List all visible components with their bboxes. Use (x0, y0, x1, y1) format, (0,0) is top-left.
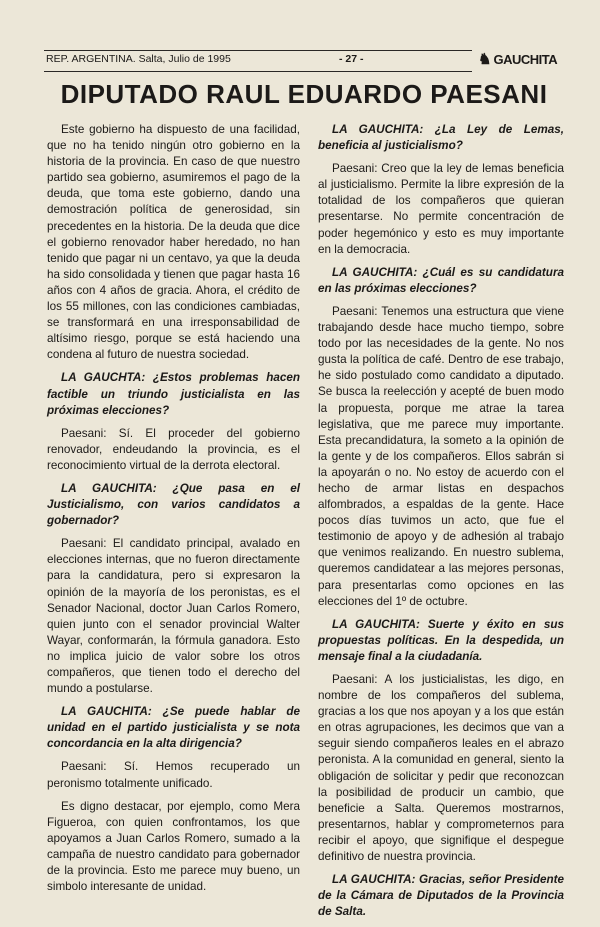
gauchita-logo (478, 50, 564, 68)
dateline: REP. ARGENTINA. Salta, Julio de 1995 (46, 53, 231, 65)
page-number: - 27 - (339, 53, 364, 65)
interview-answer: Paesani: Sí. El proceder del gobierno renovador, endeudando la provincia, es el reconocimiento virtual de la derrota electoral. (47, 426, 300, 472)
right-column (318, 122, 564, 927)
interview-question: LA GAUCHITA: ¿Cuál es su candidatura en las próximas elecciones? (318, 265, 564, 295)
interview-question: LA GAUCHITA: Suerte y éxito en sus propuestas políticas. En la despedida, un mensaje final a la ciudadanía. (318, 617, 564, 663)
interview-question: LA GAUCHITA: ¿Se puede hablar de unidad en el partido justicialista y se nota concordancia en la alta dirigencia? (47, 705, 300, 751)
interview-answer: Es digno destacar, por ejemplo, como Mera Figueroa, con quien confrontamos, los que apoyamos a Juan Carlos Romero, sumado a la campaña de nuestro candidato para gobernador de la provincia. Esto me parece muy bueno, un simbolo interesante de unidad. (47, 799, 300, 894)
interview-answer: Paesani: Tenemos una estructura que viene trabajando desde hace mucho tiempo, sobre todo por las necesidades de la gente. No nos gusta la política de café. Dentro de ese trabajo, he sido postulado como candidato a diputado. Se busca la reelección y acepté de buen modo la propuesta, porque me atrae la tarea legislativa, que me parece muy importante. Esta precandidatura, la someto a la opinión de la gente y de los compañeros. Ellos sabrán si la apoyarán o no. No estoy de acuerdo con el hecho de armar listas en despachos alfombrados, a espaldas de la gente. Hace pocos días tuvimos un acto, que fue el testimonio de apoyo y de adhesión al trabajo que venimos realizando. En nuestro sublema, queremos candidatear a las mejores personas, para presentarlas como opciones en las elecciones del 1º de octubre. (318, 304, 564, 608)
interview-question: LA GAUCHITA: ¿La Ley de Lemas, beneficia al justicialismo? (318, 123, 564, 153)
interview-answer: Paesani: Sí. Hemos recuperado un peronismo totalmente unificado. (47, 760, 300, 790)
interview-question: LA GAUCHTA: ¿Estos problemas hacen factible un triundo justicialista en las próximas elecciones? (47, 371, 300, 417)
interview-question: LA GAUCHITA: ¿Que pasa en el Justicialismo, con varios candidatos a gobernador? (47, 481, 300, 528)
interview-answer: Este gobierno ha dispuesto de una facilidad, que no ha tenido ningún otro gobierno en la historia de la provincia. En caso de que nuestro partido sea gobierno, asumiremos el pago de la deuda, que toma este gobierno, dando una demostración política de generosidad, sin precedentes en la historia. De la deuda que dice el gobierno renovador haber heredado, no han tenido que pagar ni un centavo, ya que la deuda ha sido consolidada y tienen que pagar hasta 16 años con 4 años de gracia. Ahora, el crédito de los 55 millones, con las condiciones cambiadas, se transformará en una irresponsabilidad de altísimo riesgo, porque se está haciendo una condena al futuro de nuestra sociedad. (47, 123, 300, 362)
gaucho-figure-icon: ♞ (478, 51, 492, 68)
interview-question: LA GAUCHITA: Gracias, señor Presidente de la Cámara de Diputados de la Provincia de Salta. (318, 873, 564, 919)
left-column (47, 122, 300, 902)
interview-answer: Paesani: A los justicialistas, les digo, en nombre de los compañeros del sublema, gracias a los que nos apoyan y a los que están en otras agrupaciones, les decimos que van a seguir siendo compañeros leales en el abrazo peronista. A la comunidad en general, siento la obligación de solicitar y pedir que reconozcan la posibilidad de producir un cambio, que beneficie a Salta. Queremos mostrarnos, presentarnos, hablar y comprometernos para recibir el apoyo, que signifique el despegue definitivo de nuestra provincia. (318, 673, 564, 864)
page-header (46, 53, 476, 65)
header-bottom-rule (44, 71, 472, 72)
interview-answer: Paesani: Creo que la ley de lemas beneficia al justicialismo. Permite la libre expresión de la totalidad de los compañeros que quieran presentarse. No permite concentración de poder hegemónico y esto es muy importante en la democracia. (318, 162, 564, 256)
logo-text: GAUCHITA (493, 51, 558, 67)
header-top-rule (44, 50, 472, 51)
interview-answer: Paesani: El candidato principal, avalado en elecciones internas, que no fueron directamente para la candidatura, pero si expresaron la opinión de la mayoría de los peronistas, es el Senador Nacional, doctor Juan Carlos Romero, quien junto con el senador provincial Walter Wayar, conformarán, la fórmula ganadora. Esto no implica juicio de valor sobre los otros compañeros, que tienen todo el derecho del mundo a postularse. (47, 537, 300, 696)
article-title: DIPUTADO RAUL EDUARDO PAESANI (60, 79, 548, 109)
